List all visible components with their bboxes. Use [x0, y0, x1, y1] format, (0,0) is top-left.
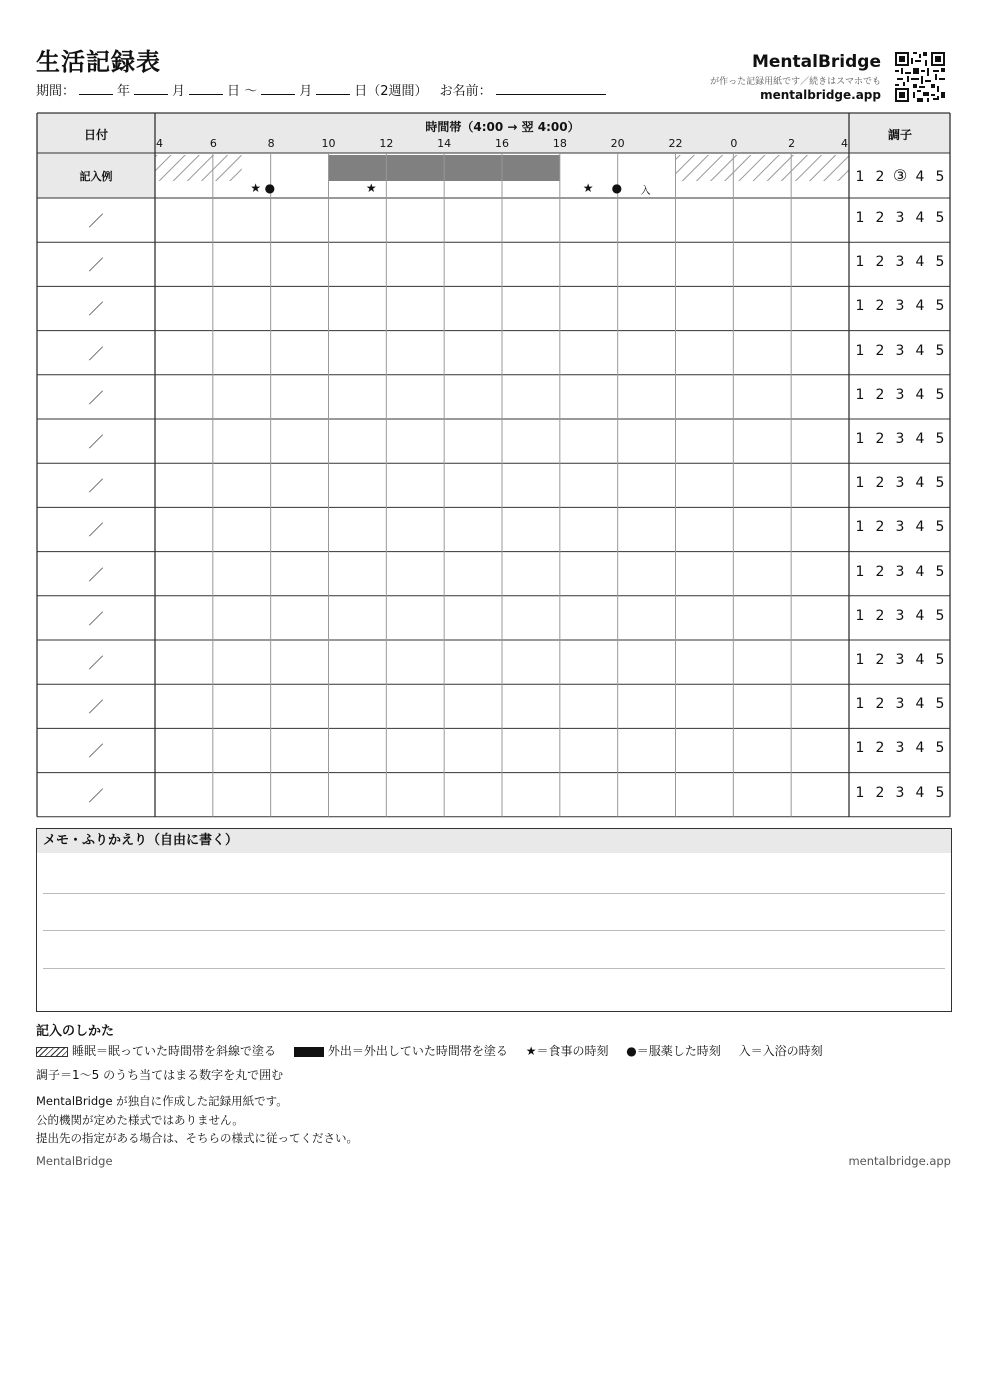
date-placeholder[interactable]: ／: [88, 433, 104, 451]
condition-option-2[interactable]: 2: [875, 607, 885, 624]
condition-option-3[interactable]: 3: [895, 696, 905, 713]
howto-title: 記入のしかた: [36, 1024, 115, 1039]
date-placeholder[interactable]: ／: [88, 521, 104, 540]
condition-option-5[interactable]: 5: [935, 169, 945, 185]
condition-scale: [850, 696, 950, 712]
condition-option-5[interactable]: 5: [935, 652, 945, 668]
time-row-cells[interactable]: [156, 376, 848, 418]
condition-option-5[interactable]: 5: [935, 254, 945, 271]
time-row-cells[interactable]: [156, 243, 848, 285]
condition-option-3[interactable]: 3: [895, 210, 905, 226]
condition-option-1[interactable]: 1: [855, 254, 865, 271]
condition-option-4[interactable]: 4: [915, 475, 925, 492]
condition-scale: [850, 254, 950, 270]
condition-option-4[interactable]: 4: [915, 210, 925, 226]
meal-star-icon: ★: [250, 181, 261, 195]
month-start-label: 月: [172, 84, 186, 99]
condition-option-4[interactable]: 4: [915, 298, 925, 315]
condition-option-3[interactable]: 3: [895, 342, 905, 359]
example-sleep-segment: [155, 155, 242, 181]
condition-option-3[interactable]: 3: [895, 607, 905, 624]
condition-option-1[interactable]: 1: [855, 342, 865, 359]
condition-option-1[interactable]: 1: [855, 169, 865, 185]
example-condition-scale: [850, 166, 950, 185]
condition-option-5[interactable]: 5: [935, 342, 945, 359]
hour-tick-label: 6: [209, 137, 217, 150]
medication-dot-icon: ●: [611, 181, 623, 195]
condition-option-1[interactable]: 1: [855, 563, 865, 580]
condition-option-1[interactable]: 1: [855, 475, 865, 492]
condition-option-5[interactable]: 5: [935, 298, 945, 315]
condition-option-3[interactable]: 3: [895, 254, 905, 271]
condition-scale: [850, 519, 950, 535]
time-row-cells[interactable]: [156, 464, 848, 506]
time-row-cells[interactable]: [156, 553, 848, 595]
condition-scale: [850, 431, 950, 447]
date-placeholder[interactable]: ／: [88, 477, 104, 496]
year-label: 年: [117, 84, 131, 99]
condition-option-3[interactable]: 3: [895, 386, 905, 403]
condition-option-5[interactable]: 5: [935, 696, 945, 713]
condition-option-4[interactable]: 4: [915, 342, 925, 359]
condition-scale: [850, 475, 950, 491]
condition-option-2[interactable]: 2: [875, 210, 885, 226]
condition-option-1[interactable]: 1: [855, 519, 865, 536]
condition-option-5[interactable]: 5: [935, 386, 945, 403]
time-row-cells[interactable]: [156, 685, 848, 727]
time-header: 時間帯（4:00 → 翌 4:00）: [425, 120, 580, 134]
month-end-label: 月: [299, 84, 313, 99]
memo-line: [43, 893, 945, 894]
condition-option-1[interactable]: 1: [855, 386, 865, 403]
time-row-cells[interactable]: [156, 287, 848, 329]
date-placeholder[interactable]: ／: [88, 344, 104, 363]
memo-line: [43, 930, 945, 931]
condition-option-4[interactable]: 4: [915, 563, 925, 580]
condition-option-4[interactable]: 4: [915, 784, 925, 801]
black-swatch-icon: [294, 1047, 324, 1057]
condition-option-4[interactable]: 4: [915, 607, 925, 624]
legend: [36, 1042, 837, 1059]
condition-scale: [850, 608, 950, 624]
condition-scale: [850, 740, 950, 756]
footer-url[interactable]: mentalbridge.app: [848, 1154, 951, 1168]
condition-option-1[interactable]: 1: [855, 431, 865, 447]
condition-option-4[interactable]: 4: [915, 519, 925, 536]
date-placeholder[interactable]: ／: [88, 212, 104, 230]
condition-option-2[interactable]: 2: [875, 169, 885, 185]
date-placeholder[interactable]: ／: [88, 742, 104, 761]
condition-option-3[interactable]: 3: [895, 475, 905, 492]
condition-option-4[interactable]: 4: [915, 386, 925, 403]
day-end-label: 日（2週間）: [354, 84, 428, 99]
date-header: 日付: [83, 128, 108, 142]
condition-scale: [850, 387, 950, 403]
condition-option-5[interactable]: 5: [935, 740, 945, 757]
bath-mark-icon: 入: [640, 186, 651, 197]
disclaimer: [36, 1092, 358, 1148]
legend-meal: ★＝食事の時刻: [525, 1044, 609, 1058]
name-label: お名前：: [439, 84, 492, 99]
meal-star-icon: ★: [582, 181, 594, 195]
date-placeholder[interactable]: ／: [88, 300, 104, 319]
condition-option-3[interactable]: ③: [892, 166, 908, 185]
hour-tick-label: 22: [668, 137, 683, 150]
disclaimer-line: MentalBridge が独自に作成した記録用紙です。: [36, 1094, 288, 1108]
date-placeholder[interactable]: ／: [88, 654, 104, 672]
legend-sleep: 睡眠＝眠っていた時間帯を斜線で塗る: [72, 1044, 277, 1058]
condition-option-2[interactable]: 2: [875, 519, 885, 536]
date-placeholder[interactable]: ／: [88, 388, 104, 407]
condition-header: 調子: [887, 128, 912, 142]
footer-brand: MentalBridge: [36, 1154, 113, 1168]
condition-option-3[interactable]: 3: [895, 298, 905, 315]
page-title: 生活記録表: [36, 48, 161, 76]
date-placeholder[interactable]: ／: [88, 786, 104, 805]
memo-title: メモ・ふりかえり（自由に書く）: [37, 829, 951, 853]
time-row-cells[interactable]: [156, 774, 848, 816]
condition-option-3[interactable]: 3: [895, 519, 905, 536]
hour-tick-label: 20: [610, 137, 625, 150]
medication-dot-icon: ●: [264, 181, 276, 195]
condition-option-2[interactable]: 2: [875, 254, 885, 271]
condition-scale: [850, 210, 950, 226]
condition-option-2[interactable]: 2: [875, 475, 885, 492]
condition-option-5[interactable]: 5: [935, 431, 945, 447]
condition-option-2[interactable]: 2: [875, 386, 885, 403]
time-row-cells[interactable]: [156, 332, 848, 374]
condition-option-4[interactable]: 4: [915, 696, 925, 713]
condition-option-2[interactable]: 2: [875, 298, 885, 315]
day-start-label: 日 〜: [227, 84, 258, 99]
time-row-cells[interactable]: [156, 420, 848, 462]
hour-tick-label: 0: [730, 137, 738, 150]
brand-name: MentalBridge: [751, 52, 881, 72]
condition-option-5[interactable]: 5: [935, 210, 945, 226]
condition-option-4[interactable]: 4: [915, 254, 925, 271]
hour-tick-label: 18: [552, 137, 567, 150]
hour-tick-label: 4: [156, 137, 163, 150]
condition-option-4[interactable]: 4: [915, 431, 925, 447]
memo-box[interactable]: [36, 828, 952, 1012]
condition-option-1[interactable]: 1: [855, 210, 865, 226]
hour-tick-label: 14: [437, 137, 452, 150]
hour-tick-label: 4: [841, 137, 848, 150]
condition-option-2[interactable]: 2: [875, 431, 885, 447]
condition-option-5[interactable]: 5: [935, 519, 945, 536]
condition-option-3[interactable]: 3: [895, 784, 905, 801]
condition-scale: [850, 343, 950, 359]
time-row-cells[interactable]: [156, 641, 848, 683]
condition-option-5[interactable]: 5: [935, 607, 945, 624]
condition-option-5[interactable]: 5: [935, 563, 945, 580]
date-placeholder[interactable]: ／: [88, 565, 104, 584]
condition-option-4[interactable]: 4: [915, 169, 925, 185]
brand-url[interactable]: mentalbridge.app: [760, 88, 881, 102]
date-placeholder[interactable]: ／: [88, 609, 104, 628]
condition-option-1[interactable]: 1: [855, 607, 865, 624]
example-row-label: 記入例: [79, 170, 113, 183]
date-placeholder[interactable]: ／: [88, 698, 104, 717]
hour-tick-label: 8: [267, 137, 275, 150]
condition-option-1[interactable]: 1: [855, 696, 865, 713]
condition-option-3[interactable]: 3: [895, 652, 905, 668]
condition-option-2[interactable]: 2: [875, 652, 885, 668]
time-row-cells[interactable]: [156, 729, 848, 771]
disclaimer-line: 公的機関が定めた様式ではありません。: [36, 1112, 244, 1127]
condition-option-2[interactable]: 2: [875, 740, 885, 757]
date-placeholder[interactable]: ／: [88, 256, 104, 275]
condition-option-2[interactable]: 2: [875, 342, 885, 359]
condition-option-3[interactable]: 3: [895, 740, 905, 757]
memo-line: [43, 968, 945, 969]
time-row-cells[interactable]: [156, 597, 848, 639]
condition-option-1[interactable]: 1: [855, 298, 865, 315]
meal-star-icon: ★: [365, 181, 377, 195]
condition-option-4[interactable]: 4: [915, 740, 925, 757]
hour-tick-label: 16: [495, 137, 509, 150]
example-sleep-segment: [676, 155, 850, 181]
condition-option-2[interactable]: 2: [875, 696, 885, 713]
brand-subtitle: が作った記録用紙です／続きはスマホでも: [710, 77, 881, 87]
condition-option-5[interactable]: 5: [935, 475, 945, 492]
hatch-swatch-icon: [36, 1047, 68, 1057]
hour-tick-label: 10: [321, 137, 336, 150]
condition-scale: [850, 298, 950, 314]
legend-outing: 外出＝外出していた時間帯を塗る: [327, 1044, 508, 1058]
condition-option-2[interactable]: 2: [875, 784, 885, 801]
condition-option-1[interactable]: 1: [855, 652, 865, 668]
legend-bath: 入＝入浴の時刻: [738, 1044, 823, 1058]
time-row-cells[interactable]: [156, 508, 848, 550]
condition-option-1[interactable]: 1: [855, 784, 865, 801]
condition-scale: [850, 652, 950, 668]
hour-tick-label: 12: [379, 137, 394, 150]
condition-note: 調子＝1〜5 のうち当てはまる数字を丸で囲む: [36, 1068, 284, 1082]
condition-scale: [850, 564, 950, 580]
condition-option-3[interactable]: 3: [895, 563, 905, 580]
time-row-cells[interactable]: [156, 199, 848, 241]
condition-scale: [850, 785, 950, 801]
legend-medication: ●＝服薬した時刻: [626, 1044, 721, 1058]
period-label: 期間：: [36, 84, 76, 99]
condition-option-1[interactable]: 1: [855, 740, 865, 757]
condition-option-2[interactable]: 2: [875, 563, 885, 580]
condition-option-3[interactable]: 3: [895, 431, 905, 447]
condition-option-4[interactable]: 4: [915, 652, 925, 668]
disclaimer-line: 提出先の指定がある場合は、そちらの様式に従ってください。: [36, 1131, 358, 1145]
hour-tick-label: 2: [788, 137, 796, 150]
condition-option-5[interactable]: 5: [935, 784, 945, 801]
